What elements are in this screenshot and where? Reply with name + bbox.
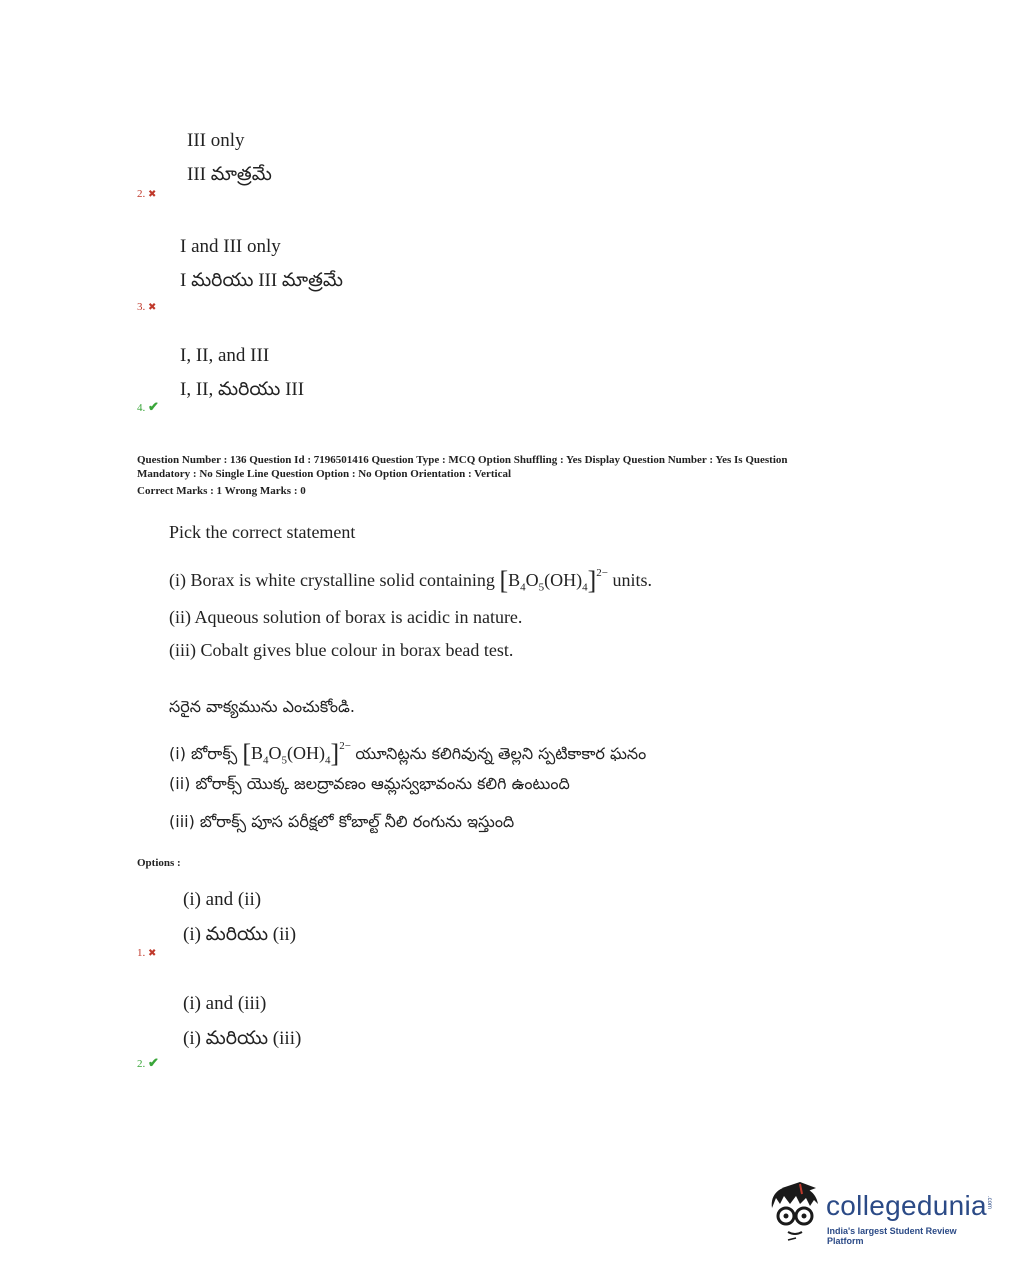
statement-text: యూనిట్లను కలిగివున్న తెల్లని స్పటికాకార ఘనం — [355, 744, 647, 763]
prev-option-2-english: III only — [187, 130, 245, 151]
prev-option-4-number — [137, 400, 159, 415]
option-number-label: 2. — [137, 188, 146, 200]
prev-option-3-number — [137, 301, 156, 314]
mascot-icon — [766, 1180, 824, 1242]
statement-text: units. — [612, 570, 653, 590]
logo-com: .com — [986, 1196, 992, 1210]
option-1-number — [137, 947, 156, 960]
prev-option-2-telugu: III మాత్రమే — [187, 164, 272, 185]
option-1-telugu: (i) మరియు (ii) — [183, 924, 297, 945]
option-2-telugu: (i) మరియు (iii) — [183, 1028, 302, 1049]
option-2-number — [137, 1056, 159, 1071]
option-number-label: 3. — [137, 301, 146, 313]
prev-option-3-telugu: I మరియు III మాత్రమే — [180, 270, 344, 291]
option-2-english: (i) and (iii) — [183, 993, 267, 1014]
question-marks: Correct Marks : 1 Wrong Marks : 0 — [137, 485, 306, 497]
option-number-label: 2. — [137, 1058, 146, 1070]
correct-mark-icon: ✔ — [148, 1055, 159, 1070]
wrong-mark-icon: ✖ — [148, 302, 157, 313]
collegedunia-logo — [766, 1176, 991, 1246]
option-number-label: 4. — [137, 402, 146, 414]
wrong-mark-icon: ✖ — [148, 189, 157, 200]
question-statement-3-english: (iii) Cobalt gives blue colour in borax bead test. — [169, 640, 514, 660]
prev-option-3-english: I and III only — [180, 236, 281, 257]
question-statement-3-telugu: (iii) బోరాక్స్ పూస పరీక్షలో కోబాల్ట్ నీలి రంగును ఇస్తుంది — [169, 812, 515, 831]
wrong-mark-icon: ✖ — [148, 948, 157, 959]
borax-formula: $[B_4O_5(OH)_4]^{2-}$ — [499, 566, 609, 595]
question-statement-1-telugu — [169, 735, 646, 772]
question-statement-2-telugu: (ii) బోరాక్స్ యొక్క జలద్రావణం ఆమ్లస్వభావంను కలిగి ఉంటుంది — [169, 774, 570, 793]
borax-formula-telugu: $[B_4O_5(OH)_4]^{2-}$ — [242, 739, 351, 768]
logo-wordmark: collegedunia — [826, 1190, 987, 1221]
question-meta — [137, 453, 897, 498]
prev-option-4-english: I, II, and III — [180, 345, 270, 366]
statement-text: (i) బోరాక్స్ — [169, 744, 238, 763]
question-statement-1-english — [169, 562, 652, 599]
options-label: Options : — [137, 857, 181, 869]
question-statement-2-english: (ii) Aqueous solution of borax is acidic in nature. — [169, 607, 523, 627]
correct-mark-icon: ✔ — [148, 399, 159, 414]
option-1-english: (i) and (ii) — [183, 889, 262, 910]
prev-option-4-telugu: I, II, మరియు III — [180, 379, 305, 400]
statement-text: (i) Borax is white crystalline solid containing — [169, 570, 495, 590]
question-meta-line-1: Question Number : 136 Question Id : 7196501416 Question Type : MCQ Option Shuffling : Yes Display Question Number : Yes Is Question — [137, 454, 788, 466]
prev-option-2-number — [137, 188, 156, 201]
question-title-telugu: సరైన వాక్యమును ఎంచుకోండి. — [169, 697, 355, 716]
question-title-english: Pick the correct statement — [169, 522, 356, 542]
question-meta-line-2: Mandatory : No Single Line Question Option : No Option Orientation : Vertical — [137, 468, 512, 480]
logo-tagline: India's largest Student Review Platform — [827, 1226, 957, 1246]
option-number-label: 1. — [137, 947, 146, 959]
